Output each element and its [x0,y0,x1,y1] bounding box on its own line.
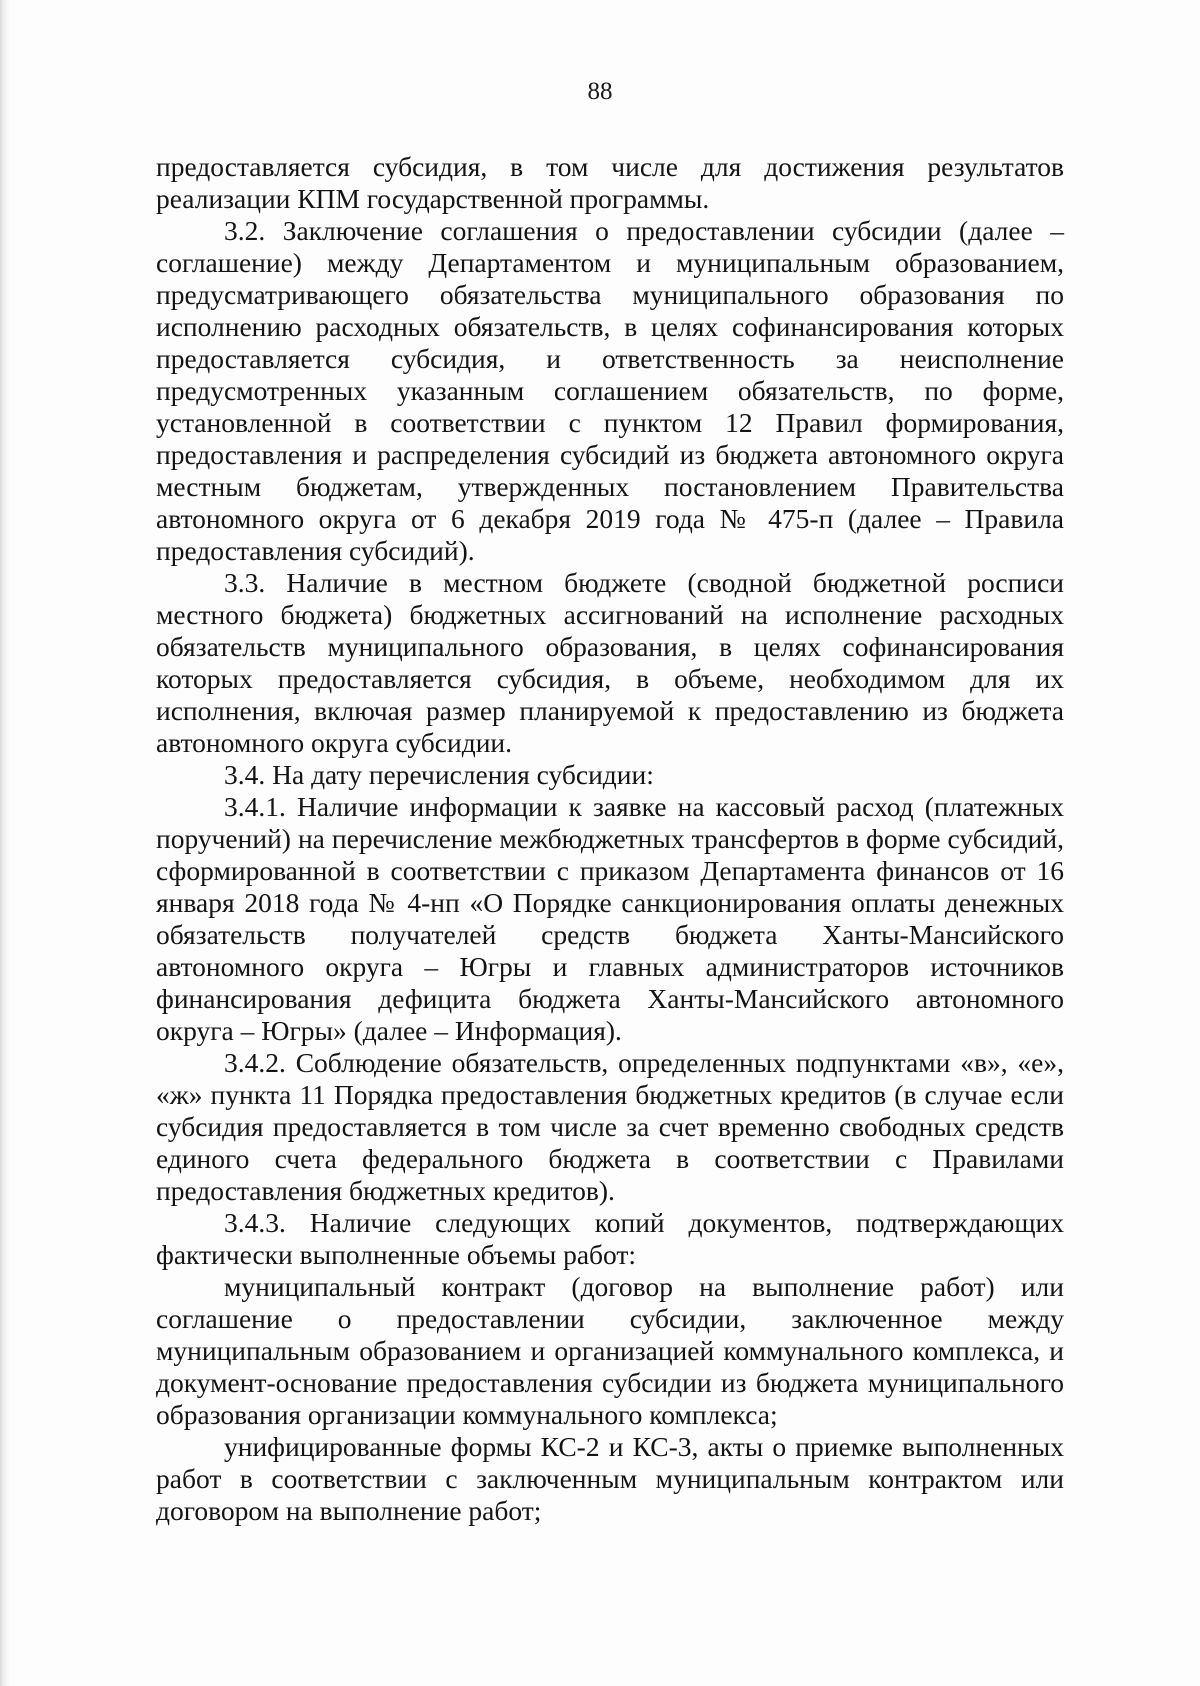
paragraph-3-3: 3.3. Наличие в местном бюджете (сводной бюджетной росписи местного бюджета) бюджетных ассигнований на исполнение расходных обязательств муниципального образования, в целях софинансирования которых предоставляется субсидия, в объеме, необходимом для их исполнения, включая размер планируемой к предоставлению из бюджета автономного округа субсидии. [156,567,1064,758]
paragraph-3-4-2: 3.4.2. Соблюдение обязательств, определенных подпунктами «в», «е», «ж» пункта 11 Порядка предоставления бюджетных кредитов (в случае если субсидия предоставляется в том числе за счет временно свободных средств единого счета федерального бюджета в соответствии с Правилами предоставления бюджетных кредитов). [156,1047,1064,1206]
list-item-forms: унифицированные формы КС-2 и КС-3, акты о приемке выполненных работ в соответствии с заключенным муниципальным контрактом или договором на выполнение работ; [156,1431,1064,1526]
page-number: 88 [587,78,613,105]
paragraph-continuation: предоставляется субсидия, в том числе для достижения результатов реализации КПМ государственной программы. [156,151,1064,214]
paragraph-3-4-3: 3.4.3. Наличие следующих копий документов, подтверждающих фактически выполненные объемы работ: [156,1207,1064,1270]
paragraph-3-4: 3.4. На дату перечисления субсидии: [224,759,654,790]
paragraph-3-4-1: 3.4.1. Наличие информации к заявке на кассовый расход (платежных поручений) на перечисление межбюджетных трансфертов в форме субсидий, сформированной в соответствии с приказом Департамента финансов от 16 января 2018 года № 4-нп «О Порядке санкционирования оплаты денежных обязательств получателей средств бюджета Ханты-Мансийского автономного округа – Югры и главных администраторов источников финансирования дефицита бюджета Ханты-Мансийского автономного округа – Югры» (далее – Информация). [156,791,1064,1046]
list-item-contract: муниципальный контракт (договор на выполнение работ) или соглашение о предоставлении субсидии, заключенное между муниципальным образованием и организацией коммунального комплекса, и документ-основание предоставления субсидии из бюджета муниципального образования организации коммунального комплекса; [156,1271,1064,1430]
document-body [156,151,1064,1527]
paragraph-3-2: 3.2. Заключение соглашения о предоставлении субсидии (далее – соглашение) между Департаментом и муниципальным образованием, предусматривающего обязательства муниципального образования по исполнению расходных обязательств, в целях софинансирования которых предоставляется субсидия, и ответственность за неисполнение предусмотренных указанным соглашением обязательств, по форме, установленной в соответствии с пунктом 12 Правил формирования, предоставления и распределения субсидий из бюджета автономного округа местным бюджетам, утвержденных постановлением Правительства автономного округа от 6 декабря 2019 года № 475-п (далее – Правила предоставления субсидий). [156,215,1064,566]
scan-edge [0,0,10,1686]
